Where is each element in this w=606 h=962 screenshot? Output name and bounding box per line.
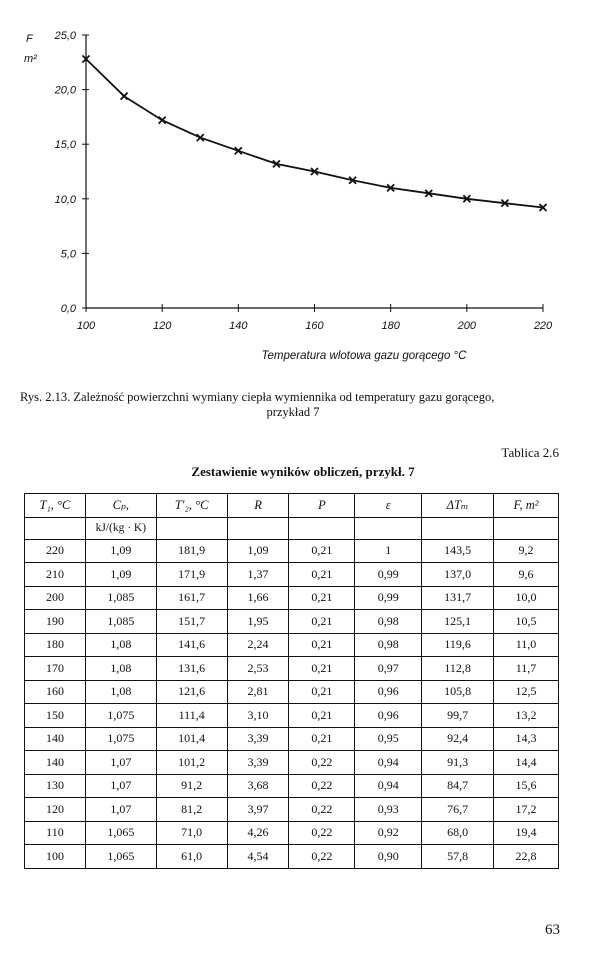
table-cell: 1,09 <box>85 539 156 563</box>
table-cell: 0,21 <box>289 610 355 634</box>
unit-cell <box>227 517 289 539</box>
data-point-marker <box>159 117 166 124</box>
table-cell: 110 <box>25 821 86 845</box>
table-row <box>25 798 559 822</box>
table-cell: 1,075 <box>85 727 156 751</box>
x-tick-label: 220 <box>533 320 553 332</box>
table-cell: 9,2 <box>494 539 559 563</box>
table-cell: 131,7 <box>422 586 494 610</box>
y-axis-unit: m² <box>24 53 37 65</box>
table-cell: 1,37 <box>227 563 289 587</box>
table-cell: 120 <box>25 798 86 822</box>
table-cell: 2,53 <box>227 657 289 681</box>
table-cell: 140 <box>25 727 86 751</box>
table-cell: 0,21 <box>289 727 355 751</box>
table-cell: 125,1 <box>422 610 494 634</box>
table-cell: 101,4 <box>156 727 227 751</box>
table-body <box>25 539 559 868</box>
x-tick-label: 200 <box>457 320 477 332</box>
unit-cell <box>156 517 227 539</box>
table-cell: 0,22 <box>289 821 355 845</box>
x-tick-label: 180 <box>381 320 400 332</box>
table-row <box>25 821 559 845</box>
table-cell: 121,6 <box>156 680 227 704</box>
table-cell: 137,0 <box>422 563 494 587</box>
table-cell: 3,10 <box>227 704 289 728</box>
header-f: F, m² <box>494 494 559 518</box>
table-cell: 4,54 <box>227 845 289 869</box>
table-cell: 1,07 <box>85 774 156 798</box>
table-cell: 1,085 <box>85 610 156 634</box>
table-cell: 0,94 <box>355 751 422 775</box>
table-cell: 190 <box>25 610 86 634</box>
caption-line-2: przykład 7 <box>266 405 320 419</box>
table-row <box>25 539 559 563</box>
x-tick-label: 100 <box>76 320 96 332</box>
table-cell: 0,21 <box>289 563 355 587</box>
table-cell: 2,24 <box>227 633 289 657</box>
table-cell: 1,09 <box>85 563 156 587</box>
table-cell: 131,6 <box>156 657 227 681</box>
header-delta-tm: ΔTₘ <box>422 494 494 518</box>
table-cell: 0,22 <box>289 774 355 798</box>
table-cell: 100 <box>25 845 86 869</box>
table-row <box>25 751 559 775</box>
table-cell: 210 <box>25 563 86 587</box>
table-cell: 112,8 <box>422 657 494 681</box>
x-tick-label: 160 <box>305 320 324 332</box>
table-cell: 10,5 <box>494 610 559 634</box>
table-cell: 1,075 <box>85 704 156 728</box>
table-cell: 0,22 <box>289 751 355 775</box>
table-row <box>25 727 559 751</box>
header-cp: Cₚ, <box>85 494 156 518</box>
table-cell: 91,2 <box>156 774 227 798</box>
table-cell: 101,2 <box>156 751 227 775</box>
table-cell: 0,97 <box>355 657 422 681</box>
unit-cell <box>289 517 355 539</box>
y-tick-label: 10,0 <box>54 193 76 206</box>
table-cell: 0,94 <box>355 774 422 798</box>
y-tick-label: 15,0 <box>54 139 76 152</box>
table-cell: 3,39 <box>227 751 289 775</box>
series-line <box>86 59 543 208</box>
table-cell: 2,81 <box>227 680 289 704</box>
table-cell: 12,5 <box>494 680 559 704</box>
table-row <box>25 774 559 798</box>
table-cell: 11,7 <box>494 657 559 681</box>
page-number: 63 <box>545 922 560 938</box>
table-cell: 0,21 <box>289 680 355 704</box>
table-cell: 0,21 <box>289 704 355 728</box>
table-row <box>25 563 559 587</box>
figure-caption <box>20 390 566 420</box>
table-cell: 3,97 <box>227 798 289 822</box>
table-cell: 0,90 <box>355 845 422 869</box>
table-cell: 1,07 <box>85 798 156 822</box>
table-cell: 57,8 <box>422 845 494 869</box>
table-cell: 0,22 <box>289 798 355 822</box>
table-cell: 1,08 <box>85 657 156 681</box>
x-tick-label: 120 <box>152 320 172 332</box>
table-cell: 1,07 <box>85 751 156 775</box>
chart <box>0 0 606 380</box>
y-tick-label: 25,0 <box>54 30 76 42</box>
table-cell: 111,4 <box>156 704 227 728</box>
table-cell: 68,0 <box>422 821 494 845</box>
table-cell: 130 <box>25 774 86 798</box>
table-cell: 0,21 <box>289 657 355 681</box>
table-cell: 17,2 <box>494 798 559 822</box>
table-cell: 4,26 <box>227 821 289 845</box>
table-cell: 0,99 <box>355 563 422 587</box>
table-cell: 150 <box>25 704 86 728</box>
table-cell: 1,065 <box>85 821 156 845</box>
table-cell: 0,96 <box>355 704 422 728</box>
table-cell: 141,6 <box>156 633 227 657</box>
table-cell: 71,0 <box>156 821 227 845</box>
table-cell: 0,98 <box>355 610 422 634</box>
header-p: P <box>289 494 355 518</box>
table-cell: 81,2 <box>156 798 227 822</box>
table-cell: 13,2 <box>494 704 559 728</box>
table-label: Tablica 2.6 <box>501 445 559 460</box>
table-cell: 181,9 <box>156 539 227 563</box>
table-cell: 92,4 <box>422 727 494 751</box>
series-markers <box>83 56 547 212</box>
table-cell: 0,98 <box>355 633 422 657</box>
table-cell: 0,95 <box>355 727 422 751</box>
table-cell: 1,085 <box>85 586 156 610</box>
y-tick-label: 5,0 <box>60 248 76 261</box>
table-cell: 160 <box>25 680 86 704</box>
y-axis-symbol: F <box>26 33 33 45</box>
table-cell: 3,39 <box>227 727 289 751</box>
table-cell: 1,66 <box>227 586 289 610</box>
table-cell: 0,93 <box>355 798 422 822</box>
table-cell: 119,6 <box>422 633 494 657</box>
table-cell: 161,7 <box>156 586 227 610</box>
table-cell: 170 <box>25 657 86 681</box>
data-point-marker <box>121 93 128 100</box>
table-cell: 84,7 <box>422 774 494 798</box>
header-t2: T′₂, °C <box>156 494 227 518</box>
table-cell: 143,5 <box>422 539 494 563</box>
unit-cell <box>494 517 559 539</box>
table-row <box>25 586 559 610</box>
table-title: Zestawienie wyników obliczeń, przykł. 7 <box>191 464 415 479</box>
table-cell: 0,21 <box>289 633 355 657</box>
table-cell: 61,0 <box>156 845 227 869</box>
table-row <box>25 633 559 657</box>
results-table <box>24 493 559 869</box>
table-cell: 1,95 <box>227 610 289 634</box>
x-axis-label: Temperatura wlotowa gazu gorącego °C <box>261 350 467 362</box>
table-cell: 1,09 <box>227 539 289 563</box>
table-cell: 14,4 <box>494 751 559 775</box>
table-cell: 105,8 <box>422 680 494 704</box>
table-row <box>25 845 559 869</box>
caption-line-1: Rys. 2.13. Zależność powierzchni wymiany ciepła wymiennika od temperatury gazu gorącego, <box>20 390 495 404</box>
table-header-row <box>25 494 559 518</box>
x-tick-label: 140 <box>229 320 248 332</box>
table-cell: 0,92 <box>355 821 422 845</box>
table-cell: 0,21 <box>289 586 355 610</box>
table-unit-row <box>25 517 559 539</box>
table-cell: 1,08 <box>85 633 156 657</box>
unit-cell <box>355 517 422 539</box>
unit-cell <box>422 517 494 539</box>
table-cell: 200 <box>25 586 86 610</box>
table-cell: 1 <box>355 539 422 563</box>
table-cell: 3,68 <box>227 774 289 798</box>
tick-labels <box>54 30 553 332</box>
table-cell: 99,7 <box>422 704 494 728</box>
table-cell: 151,7 <box>156 610 227 634</box>
y-tick-label: 0,0 <box>60 303 76 315</box>
table-cell: 11,0 <box>494 633 559 657</box>
table-cell: 180 <box>25 633 86 657</box>
table-cell: 15,6 <box>494 774 559 798</box>
table-cell: 220 <box>25 539 86 563</box>
table-cell: 22,8 <box>494 845 559 869</box>
header-r: R <box>227 494 289 518</box>
table-cell: 0,22 <box>289 845 355 869</box>
table-cell: 14,3 <box>494 727 559 751</box>
header-epsilon: ε <box>355 494 422 518</box>
table-cell: 171,9 <box>156 563 227 587</box>
table-row <box>25 680 559 704</box>
unit-cell: kJ/(kg · K) <box>85 517 156 539</box>
table-row <box>25 657 559 681</box>
table-cell: 10,0 <box>494 586 559 610</box>
table-cell: 140 <box>25 751 86 775</box>
table-cell: 1,065 <box>85 845 156 869</box>
unit-cell <box>25 517 86 539</box>
table-cell: 76,7 <box>422 798 494 822</box>
table-cell: 1,08 <box>85 680 156 704</box>
table-cell: 0,99 <box>355 586 422 610</box>
table-cell: 9,6 <box>494 563 559 587</box>
y-tick-label: 20,0 <box>54 84 76 97</box>
table-row <box>25 610 559 634</box>
table-row <box>25 704 559 728</box>
table-cell: 0,21 <box>289 539 355 563</box>
table-cell: 91,3 <box>422 751 494 775</box>
header-t1: T₁, °C <box>25 494 86 518</box>
table-cell: 19,4 <box>494 821 559 845</box>
table-cell: 0,96 <box>355 680 422 704</box>
